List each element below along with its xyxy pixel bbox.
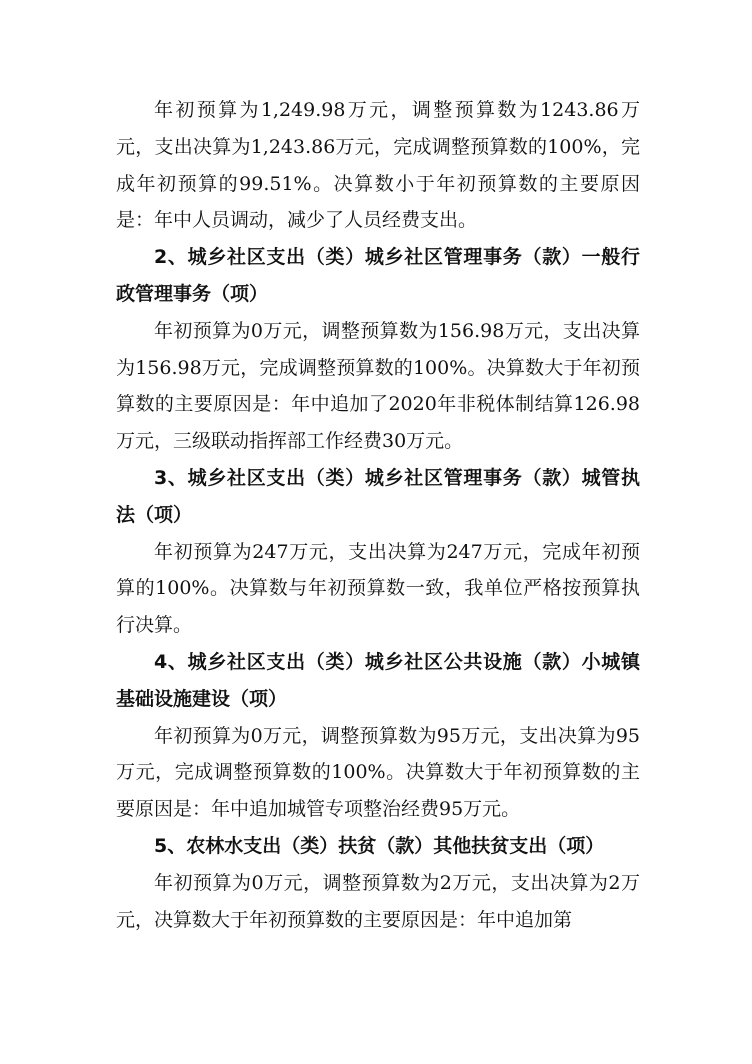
section-heading-4: 4、城乡社区支出（类）城乡社区公共设施（款）小城镇基础设施建设（项） xyxy=(116,650,640,710)
paragraph-1: 年初预算为1,249.98万元，调整预算数为1243.86万元，支出决算为1,243.86万元，完成调整预算数的100%，完成年初预算的99.51%。决算数小于年初预算数的主要原因是：年中人员调动，减少了人员经费支出。 xyxy=(116,99,640,232)
paragraph-5: 年初预算为0万元，调整预算数为2万元，支出决算为2万元，决算数大于年初预算数的主要原因是：年中追加第 xyxy=(116,871,640,931)
document-body xyxy=(116,92,640,938)
section-heading-3: 3、城乡社区支出（类）城乡社区管理事务（款）城管执法（项） xyxy=(116,466,640,526)
paragraph-3: 年初预算为247万元，支出决算为247万元，完成年初预算的100%。决算数与年初预算数一致，我单位严格按预算执行决算。 xyxy=(116,540,640,637)
section-heading-5: 5、农林水支出（类）扶贫（款）其他扶贫支出（项） xyxy=(154,834,605,857)
paragraph-4: 年初预算为0万元，调整预算数为95万元，支出决算为95万元，完成调整预算数的100%。决算数大于年初预算数的主要原因是：年中追加城管专项整治经费95万元。 xyxy=(116,724,640,821)
section-heading-2: 2、城乡社区支出（类）城乡社区管理事务（款）一般行政管理事务（项） xyxy=(116,246,640,305)
paragraph-2: 年初预算为0万元，调整预算数为156.98万元，支出决算为156.98万元，完成调整预算数的100%。决算数大于年初预算数的主要原因是：年中追加了2020年非税体制结算126.98万元，三级联动指挥部工作经费30万元。 xyxy=(116,319,640,453)
